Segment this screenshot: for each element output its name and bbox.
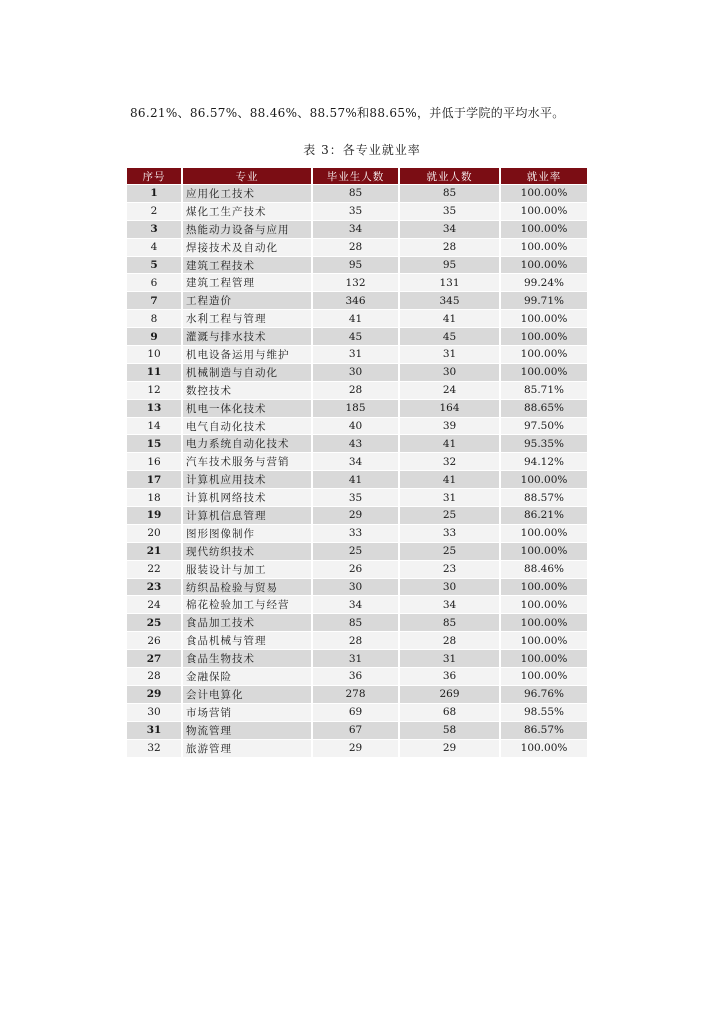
- cell-rate: 95.35%: [501, 435, 587, 452]
- cell-index: 24: [127, 596, 181, 613]
- table-row: [127, 185, 587, 202]
- cell-major: 图形图像制作: [183, 525, 311, 542]
- table-row: [127, 435, 587, 452]
- cell-rate: 100.00%: [501, 221, 587, 238]
- cell-employed: 85: [400, 185, 499, 202]
- cell-index: 13: [127, 400, 181, 417]
- cell-major: 数控技术: [183, 382, 311, 399]
- cell-index: 32: [127, 740, 181, 757]
- cell-major: 机电设备运用与维护: [183, 346, 311, 363]
- cell-graduates: 35: [313, 203, 398, 220]
- cell-index: 11: [127, 364, 181, 381]
- cell-graduates: 36: [313, 668, 398, 685]
- cell-rate: 100.00%: [501, 239, 587, 256]
- cell-employed: 28: [400, 239, 499, 256]
- cell-graduates: 26: [313, 561, 398, 578]
- cell-employed: 31: [400, 489, 499, 506]
- cell-graduates: 34: [313, 221, 398, 238]
- cell-rate: 86.57%: [501, 722, 587, 739]
- cell-graduates: 41: [313, 471, 398, 488]
- table-row: [127, 614, 587, 631]
- cell-rate: 100.00%: [501, 310, 587, 327]
- cell-employed: 269: [400, 686, 499, 703]
- cell-employed: 29: [400, 740, 499, 757]
- cell-employed: 25: [400, 507, 499, 524]
- table-row: [127, 543, 587, 560]
- table-row: [127, 471, 587, 488]
- table-row: [127, 364, 587, 381]
- cell-employed: 36: [400, 668, 499, 685]
- cell-rate: 100.00%: [501, 596, 587, 613]
- cell-employed: 41: [400, 471, 499, 488]
- cell-rate: 100.00%: [501, 328, 587, 345]
- cell-rate: 100.00%: [501, 614, 587, 631]
- cell-major: 服装设计与加工: [183, 561, 311, 578]
- intro-paragraph: 86.21%、86.57%、88.46%、88.57%和88.65%，并低于学院的平均水平。: [130, 106, 565, 120]
- cell-employed: 28: [400, 632, 499, 649]
- cell-major: 电气自动化技术: [183, 418, 311, 435]
- table-row: [127, 400, 587, 417]
- cell-employed: 32: [400, 453, 499, 470]
- cell-employed: 85: [400, 614, 499, 631]
- cell-major: 机械制造与自动化: [183, 364, 311, 381]
- cell-index: 22: [127, 561, 181, 578]
- cell-graduates: 28: [313, 382, 398, 399]
- cell-index: 5: [127, 257, 181, 274]
- cell-graduates: 35: [313, 489, 398, 506]
- table-row: [127, 203, 587, 220]
- table-row: [127, 346, 587, 363]
- cell-rate: 99.24%: [501, 274, 587, 291]
- cell-employed: 345: [400, 292, 499, 309]
- cell-graduates: 346: [313, 292, 398, 309]
- table-row: [127, 328, 587, 345]
- cell-rate: 88.46%: [501, 561, 587, 578]
- cell-index: 30: [127, 704, 181, 721]
- cell-major: 热能动力设备与应用: [183, 221, 311, 238]
- header-index: 序号: [127, 168, 181, 184]
- cell-major: 会计电算化: [183, 686, 311, 703]
- header-rate: 就业率: [501, 168, 587, 184]
- cell-index: 31: [127, 722, 181, 739]
- cell-rate: 100.00%: [501, 257, 587, 274]
- cell-rate: 100.00%: [501, 632, 587, 649]
- cell-index: 25: [127, 614, 181, 631]
- cell-major: 金融保险: [183, 668, 311, 685]
- cell-graduates: 31: [313, 650, 398, 667]
- cell-graduates: 29: [313, 740, 398, 757]
- table-row: [127, 668, 587, 685]
- table-row: [127, 632, 587, 649]
- cell-graduates: 45: [313, 328, 398, 345]
- cell-major: 焊接技术及自动化: [183, 239, 311, 256]
- cell-rate: 88.65%: [501, 400, 587, 417]
- cell-index: 15: [127, 435, 181, 452]
- table-row: [127, 292, 587, 309]
- cell-index: 1: [127, 185, 181, 202]
- cell-major: 水利工程与管理: [183, 310, 311, 327]
- table-body: [127, 185, 587, 757]
- cell-rate: 100.00%: [501, 203, 587, 220]
- cell-major: 旅游管理: [183, 740, 311, 757]
- cell-major: 建筑工程技术: [183, 257, 311, 274]
- cell-index: 23: [127, 579, 181, 596]
- cell-rate: 88.57%: [501, 489, 587, 506]
- table-row: [127, 257, 587, 274]
- cell-index: 10: [127, 346, 181, 363]
- cell-employed: 33: [400, 525, 499, 542]
- table-row: [127, 489, 587, 506]
- cell-graduates: 185: [313, 400, 398, 417]
- table-row: [127, 686, 587, 703]
- cell-major: 物流管理: [183, 722, 311, 739]
- table-row: [127, 221, 587, 238]
- cell-index: 9: [127, 328, 181, 345]
- cell-major: 汽车技术服务与营销: [183, 453, 311, 470]
- cell-graduates: 33: [313, 525, 398, 542]
- header-major: 专业: [183, 168, 311, 184]
- table-row: [127, 525, 587, 542]
- cell-graduates: 132: [313, 274, 398, 291]
- table-caption: 表 3：各专业就业率: [303, 143, 421, 157]
- cell-employed: 30: [400, 579, 499, 596]
- cell-rate: 100.00%: [501, 346, 587, 363]
- table-row: [127, 507, 587, 524]
- cell-index: 16: [127, 453, 181, 470]
- table-row: [127, 579, 587, 596]
- cell-rate: 97.50%: [501, 418, 587, 435]
- cell-major: 计算机信息管理: [183, 507, 311, 524]
- cell-employed: 45: [400, 328, 499, 345]
- cell-employed: 39: [400, 418, 499, 435]
- cell-rate: 100.00%: [501, 543, 587, 560]
- cell-employed: 24: [400, 382, 499, 399]
- cell-major: 食品机械与管理: [183, 632, 311, 649]
- cell-graduates: 34: [313, 596, 398, 613]
- cell-index: 2: [127, 203, 181, 220]
- table-header-row: [127, 168, 587, 184]
- cell-graduates: 31: [313, 346, 398, 363]
- cell-index: 29: [127, 686, 181, 703]
- cell-rate: 99.71%: [501, 292, 587, 309]
- cell-index: 18: [127, 489, 181, 506]
- table-row: [127, 561, 587, 578]
- cell-rate: 100.00%: [501, 185, 587, 202]
- cell-rate: 98.55%: [501, 704, 587, 721]
- cell-major: 纺织品检验与贸易: [183, 579, 311, 596]
- table-row: [127, 704, 587, 721]
- cell-major: 建筑工程管理: [183, 274, 311, 291]
- cell-major: 现代纺织技术: [183, 543, 311, 560]
- cell-rate: 94.12%: [501, 453, 587, 470]
- cell-graduates: 40: [313, 418, 398, 435]
- table-row: [127, 382, 587, 399]
- cell-employed: 35: [400, 203, 499, 220]
- table-row: [127, 740, 587, 757]
- cell-major: 计算机应用技术: [183, 471, 311, 488]
- table-row: [127, 310, 587, 327]
- cell-graduates: 95: [313, 257, 398, 274]
- cell-graduates: 85: [313, 614, 398, 631]
- cell-rate: 100.00%: [501, 650, 587, 667]
- cell-employed: 31: [400, 346, 499, 363]
- cell-graduates: 69: [313, 704, 398, 721]
- cell-graduates: 29: [313, 507, 398, 524]
- cell-rate: 100.00%: [501, 740, 587, 757]
- cell-major: 棉花检验加工与经营: [183, 596, 311, 613]
- header-employed: 就业人数: [400, 168, 499, 184]
- cell-employed: 25: [400, 543, 499, 560]
- cell-graduates: 30: [313, 579, 398, 596]
- cell-major: 食品生物技术: [183, 650, 311, 667]
- table-row: [127, 722, 587, 739]
- cell-graduates: 85: [313, 185, 398, 202]
- cell-index: 21: [127, 543, 181, 560]
- cell-employed: 34: [400, 221, 499, 238]
- cell-index: 19: [127, 507, 181, 524]
- cell-employed: 41: [400, 310, 499, 327]
- cell-graduates: 43: [313, 435, 398, 452]
- cell-employed: 41: [400, 435, 499, 452]
- cell-graduates: 28: [313, 632, 398, 649]
- cell-rate: 100.00%: [501, 579, 587, 596]
- cell-index: 20: [127, 525, 181, 542]
- table-row: [127, 239, 587, 256]
- cell-graduates: 41: [313, 310, 398, 327]
- cell-employed: 31: [400, 650, 499, 667]
- cell-rate: 96.76%: [501, 686, 587, 703]
- cell-employed: 34: [400, 596, 499, 613]
- cell-index: 17: [127, 471, 181, 488]
- cell-employed: 58: [400, 722, 499, 739]
- cell-index: 14: [127, 418, 181, 435]
- table-row: [127, 453, 587, 470]
- cell-rate: 100.00%: [501, 364, 587, 381]
- table-row: [127, 650, 587, 667]
- cell-employed: 68: [400, 704, 499, 721]
- cell-graduates: 278: [313, 686, 398, 703]
- cell-major: 应用化工技术: [183, 185, 311, 202]
- cell-graduates: 25: [313, 543, 398, 560]
- cell-major: 煤化工生产技术: [183, 203, 311, 220]
- cell-major: 机电一体化技术: [183, 400, 311, 417]
- employment-rate-table: [125, 167, 589, 758]
- cell-rate: 85.71%: [501, 382, 587, 399]
- cell-rate: 86.21%: [501, 507, 587, 524]
- cell-index: 26: [127, 632, 181, 649]
- cell-rate: 100.00%: [501, 668, 587, 685]
- cell-employed: 164: [400, 400, 499, 417]
- cell-index: 3: [127, 221, 181, 238]
- cell-major: 电力系统自动化技术: [183, 435, 311, 452]
- cell-index: 12: [127, 382, 181, 399]
- cell-index: 27: [127, 650, 181, 667]
- cell-major: 灌溉与排水技术: [183, 328, 311, 345]
- cell-major: 市场营销: [183, 704, 311, 721]
- cell-rate: 100.00%: [501, 525, 587, 542]
- table-row: [127, 274, 587, 291]
- cell-employed: 23: [400, 561, 499, 578]
- cell-index: 4: [127, 239, 181, 256]
- cell-index: 6: [127, 274, 181, 291]
- cell-index: 28: [127, 668, 181, 685]
- cell-major: 工程造价: [183, 292, 311, 309]
- cell-employed: 131: [400, 274, 499, 291]
- table-row: [127, 596, 587, 613]
- cell-rate: 100.00%: [501, 471, 587, 488]
- cell-major: 计算机网络技术: [183, 489, 311, 506]
- header-graduates: 毕业生人数: [313, 168, 398, 184]
- cell-graduates: 34: [313, 453, 398, 470]
- cell-graduates: 28: [313, 239, 398, 256]
- cell-employed: 95: [400, 257, 499, 274]
- cell-graduates: 30: [313, 364, 398, 381]
- cell-index: 7: [127, 292, 181, 309]
- cell-graduates: 67: [313, 722, 398, 739]
- table-row: [127, 418, 587, 435]
- cell-index: 8: [127, 310, 181, 327]
- cell-major: 食品加工技术: [183, 614, 311, 631]
- cell-employed: 30: [400, 364, 499, 381]
